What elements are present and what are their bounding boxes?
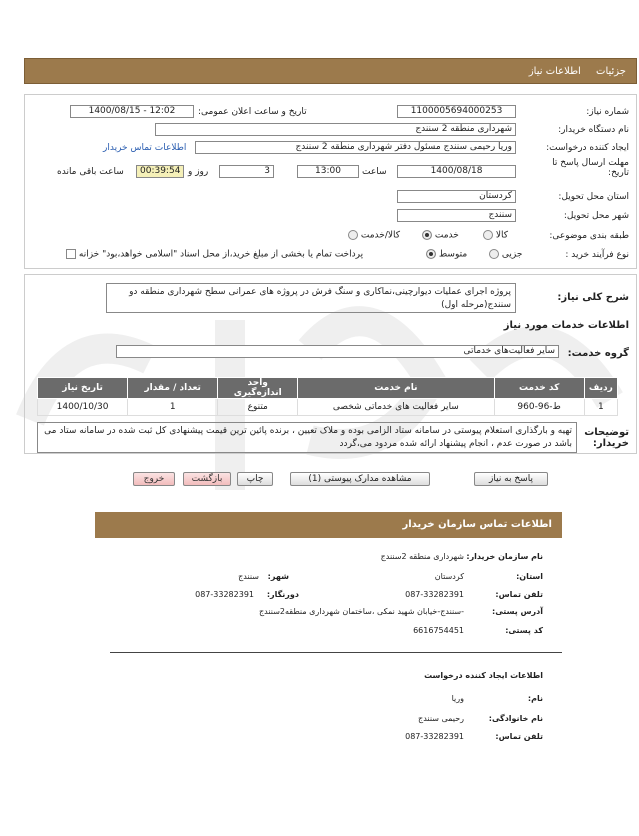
city-label: شهر محل تحویل: [563, 211, 629, 221]
category-option-service[interactable]: خدمت [422, 230, 459, 241]
province-field: کردستان [397, 190, 516, 203]
contact-postal-label: کد پستی: [505, 626, 543, 635]
org-name-label: نام سازمان خریدار: [466, 552, 543, 561]
remaining-time-label: ساعت باقی مانده [57, 167, 124, 177]
days-label: روز و [188, 167, 209, 177]
creator-field: وریا رحیمی سنندج مسئول دفتر شهرداری منطقه 2 سنندج [195, 141, 516, 154]
buyer-org-label: نام دستگاه خریدار: [558, 125, 629, 135]
contact-fax-value: 087-33282391 [195, 590, 254, 599]
col-need-date: تاریخ نیاز [38, 378, 128, 399]
cell-row: 1 [584, 399, 617, 416]
city-field: سنندج [397, 209, 516, 222]
category-option-both[interactable]: کالا/خدمت [348, 230, 400, 241]
contact-province-label: استان: [516, 572, 543, 581]
creator-last-name-label: نام خانوادگی: [488, 714, 543, 723]
days-field: 3 [219, 165, 274, 178]
col-row: ردیف [584, 378, 617, 399]
summary-label: شرح کلی نیاز: [557, 292, 629, 303]
back-button[interactable]: بازگشت [183, 472, 231, 486]
category-label: طبقه بندی موضوعی: [549, 231, 629, 241]
buyer-org-field: شهرداری منطقه 2 سنندج [155, 123, 516, 136]
contact-phone-label: تلفن تماس: [495, 590, 543, 599]
deadline-time-field: 13:00 [297, 165, 359, 178]
creator-last-name-value: رحیمی سنندج [418, 714, 464, 723]
services-title: اطلاعات خدمات مورد نیاز [503, 320, 629, 331]
col-quantity: تعداد / مقدار [128, 378, 218, 399]
cell-service-name: سایر فعالیت های خدماتی شخصی [298, 399, 494, 416]
remaining-time-field: 00:39:54 [136, 165, 184, 178]
org-name-value: شهرداری منطقه 2سنندج [380, 552, 464, 561]
services-table [37, 377, 618, 416]
contact-postal-value: 6616754451 [413, 626, 464, 635]
radio-icon[interactable] [489, 249, 499, 259]
tab-details[interactable]: جزئیات [596, 66, 626, 77]
exit-button[interactable]: خروج [133, 472, 175, 486]
section-divider [110, 652, 562, 653]
service-group-field: سایر فعالیت‌های خدماتی [116, 345, 559, 358]
contact-address-value: -سنندج-خیابان شهید نمکی ،ساختمان شهرداری منطقه2سنندج [259, 607, 464, 616]
process-type-label: نوع فرآیند خرید : [565, 250, 629, 260]
radio-selected-icon[interactable] [422, 230, 432, 240]
col-unit: واحد اندازه‌گیری [218, 378, 298, 399]
creator-first-name-label: نام: [527, 694, 543, 703]
radio-selected-icon[interactable] [426, 249, 436, 259]
creator-info-title: اطلاعات ایجاد کننده درخواست [424, 671, 543, 680]
top-header-bar [24, 58, 637, 84]
radio-icon[interactable] [348, 230, 358, 240]
buyer-contact-link[interactable]: اطلاعات تماس خریدار [103, 143, 187, 153]
cell-quantity: 1 [128, 399, 218, 416]
tab-need-info[interactable]: اطلاعات نیاز [528, 66, 581, 77]
creator-label: ایجاد کننده درخواست: [546, 143, 629, 153]
need-number-field: 1100005694000253 [397, 105, 516, 118]
contact-city-value: سنندج [238, 572, 259, 581]
view-attachments-button[interactable]: مشاهده مدارک پیوستی (1) [290, 472, 430, 486]
summary-text: پروژه اجرای عملیات دیوارچینی،نماکاری و سنگ فرش در پروژه های عمرانی سطح شهرداری منطقه دو سنندج(مرحله اول) [106, 283, 516, 313]
creator-first-name-value: وریا [451, 694, 464, 703]
deadline-date-field: 1400/08/18 [397, 165, 516, 178]
table-header-row [38, 378, 618, 399]
deadline-time-label: ساعت [362, 167, 387, 177]
radio-icon[interactable] [483, 230, 493, 240]
announce-date-label: تاریخ و ساعت اعلان عمومی: [198, 107, 307, 117]
contact-phone-value: 087-33282391 [405, 590, 464, 599]
payment-treasury-note: پرداخت تمام یا بخشی از مبلغ خرید،از محل اسناد "اسلامی خواهد،بود" خزانه [66, 249, 363, 260]
deadline-label: مهلت ارسال پاسخ تا تاریخ: [552, 158, 629, 178]
col-service-name: نام خدمت [298, 378, 494, 399]
process-option-medium[interactable]: متوسط [426, 249, 467, 260]
col-service-code: کد خدمت [494, 378, 584, 399]
contact-province-value: کردستان [434, 572, 464, 581]
creator-phone-label: تلفن تماس: [495, 732, 543, 741]
need-info-panel [24, 94, 637, 269]
reply-button[interactable]: پاسخ به نیاز [474, 472, 548, 486]
province-label: استان محل تحویل: [558, 192, 629, 202]
buyer-notes-label: توضیحات خریدار: [584, 427, 629, 449]
buyer-notes-text: تهیه و بارگذاری استعلام پیوستی در سامانه ستاد الزامی بوده و ملاک تعیین ، برنده پائین ترین قیمت پیشنهادی کل ثبت شده در سامانه ستاد می باشد در صورت عدم ، انجام پیشنهاد ارائه شده مردود می،گردد [37, 422, 577, 453]
cell-unit: متنوع [218, 399, 298, 416]
print-button[interactable]: چاپ [237, 472, 273, 486]
contact-fax-label: دورنگار: [266, 590, 299, 599]
need-number-label: شماره نیاز: [586, 107, 629, 117]
table-row [38, 399, 618, 416]
contact-city-label: شهر: [267, 572, 289, 581]
service-group-label: گروه خدمت: [567, 348, 629, 359]
process-option-minor[interactable]: جزیی [489, 249, 522, 260]
cell-service-code: ط-96-960 [494, 399, 584, 416]
buyer-contact-header: اطلاعات تماس سازمان خریدار [95, 512, 562, 538]
creator-phone-value: 087-33282391 [405, 732, 464, 741]
cell-need-date: 1400/10/30 [38, 399, 128, 416]
checkbox-icon[interactable] [66, 249, 76, 259]
announce-date-field: 1400/08/15 - 12:02 [70, 105, 194, 118]
category-option-goods[interactable]: کالا [483, 230, 508, 241]
contact-address-label: آدرس پستی: [492, 607, 543, 616]
